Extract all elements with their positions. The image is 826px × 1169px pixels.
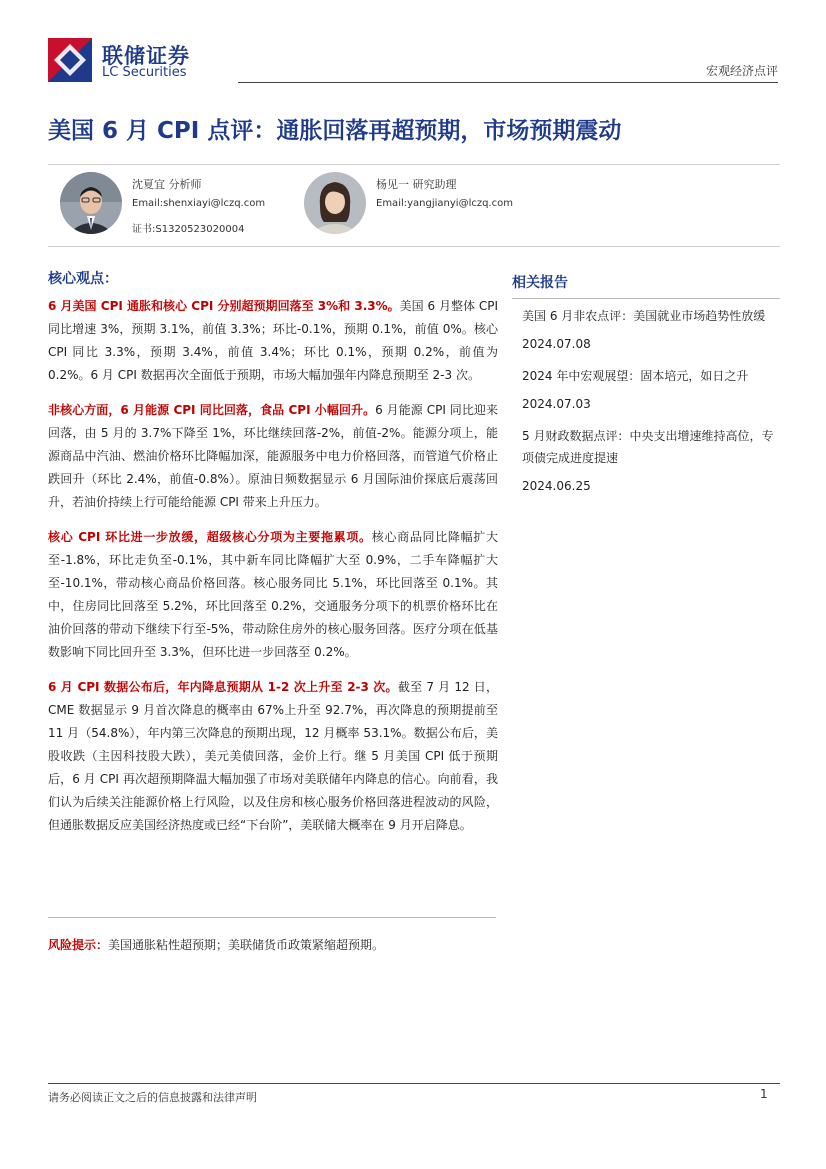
page-number: 1 [760,1087,768,1101]
paragraph-body: 6 月能源 CPI 同比迎来回落，由 5 月的 3.7%下降至 1%，环比继续回落-2%，前值-2%。能源分项上，能源商品中汽油、燃油价格环比降幅加深，能源服务中电力价格回落，而管道气价格止跌回升（环比 2.4%，前值-0.8%）。原油日频数据显示 6 月国际油价探底后震荡回升，若油价持续上行可能给能源 CPI 带来上升压力。 [48,403,499,509]
avatar [60,172,122,234]
assistant-photo-icon [304,172,366,234]
brand-name-en: LC Securities [102,65,187,80]
analyst-email: Email:yangjianyi@lczq.com [376,198,513,209]
core-paragraph [48,295,498,387]
analyst-name: 杨见一 研究助理 [376,178,457,191]
core-views-section [48,268,498,849]
avatar [304,172,366,234]
related-report-date: 2024.07.08 [522,337,591,351]
brand-name-cn: 联储证券 [102,44,190,68]
risk-warning [48,936,384,953]
risk-divider [48,917,496,918]
footer-divider [48,1083,780,1084]
related-report-link[interactable]: 美国 6 月非农点评：美国就业市场趋势性放缓 [522,309,766,323]
analyst-certificate: 证书:S1320523020004 [132,224,245,235]
related-report-date: 2024.07.03 [522,397,591,411]
core-paragraph [48,676,498,837]
paragraph-lead: 6 月美国 CPI 通胀和核心 CPI 分别超预期回落至 3%和 3.3%。 [48,299,400,313]
report-category: 宏观经济点评 [705,64,778,78]
paragraph-body: 截至 7 月 12 日，CME 数据显示 9 月首次降息的概率由 67%上升至 92.7%，再次降息的预期提前至 11 月（54.8%），年内第三次降息的预期出现，12 月概率 53.1%。数据公布后，美股收跌（主因科技股大跌），美元美债回落，金价上行。继 5 月美国 CPI 低于预期后，6 月 CPI 再次超预期降温大幅加强了市场对美联储年内降息的信心。向前看，我们认为后续关注能源价格上行风险，以及住房和核心服务价格回落进程波动的风险，但通胀数据反应美国经济热度或已经“下台阶”，美联储大概率在 9 月开启降息。 [48,680,498,832]
header-divider [238,82,778,83]
analyst-card [304,172,564,236]
analyst-name: 沈夏宜 分析师 [132,178,202,191]
risk-text: 美国通胀粘性超预期；美联储货币政策紧缩超预期。 [108,938,385,952]
lc-securities-logo-icon [48,38,92,82]
analyst-divider [48,246,780,247]
report-title: 美国 6 月 CPI 点评：通胀回落再超预期，市场预期震动 [48,118,622,144]
related-reports-heading: 相关报告 [512,275,568,291]
analyst-photo-icon [60,172,122,234]
related-report-link[interactable]: 2024 年中宏观展望：固本培元，如日之升 [522,369,749,383]
core-paragraph [48,399,498,514]
page-header [48,38,778,84]
paragraph-lead: 6 月 CPI 数据公布后，年内降息预期从 1-2 次上升至 2-3 次。 [48,680,398,694]
related-divider [512,298,780,299]
analyst-card [60,172,320,236]
related-report-link[interactable]: 5 月财政数据点评：中央支出增速维持高位，专项债完成进度提速 [522,429,774,465]
footer-disclaimer: 请务必阅读正文之后的信息披露和法律声明 [48,1091,257,1104]
core-paragraph [48,526,498,664]
paragraph-lead: 非核心方面，6 月能源 CPI 同比回落，食品 CPI 小幅回升。 [48,403,376,417]
related-report-date: 2024.06.25 [522,479,591,493]
title-divider [48,164,780,165]
paragraph-body: 核心商品同比降幅扩大至-1.8%，环比走负至-0.1%，其中新车同比降幅扩大至 0.9%，二手车降幅扩大至-10.1%，带动核心商品价格回落。核心服务同比 5.1%，环比回落至 0.1%。其中，住房同比回落至 5.2%，环比回落至 0.2%，交通服务分项下的机票价格环比在油价回落的带动下继续下行至-5%，带动除住房外的核心服务回落。医疗分项在低基数影响下同比回升至 3.3%，但环比进一步回落至 0.2%。 [48,530,498,659]
core-views-heading: 核心观点： [48,271,118,287]
paragraph-lead: 核心 CPI 环比进一步放缓，超级核心分项为主要拖累项。 [48,530,372,544]
paragraph-body: 美国 6 月整体 CPI 同比增速 3%，预期 3.1%，前值 3.3%；环比-0.1%，预期 0.1%，前值 0%。核心 CPI 同比 3.3%，预期 3.4%，前值 3.4%；环比 0.1%，预期 0.2%，前值为 0.2%。6 月 CPI 数据再次全面低于预期，市场大幅加强年内降息预期至 2-3 次。 [48,299,498,382]
related-reports-section [512,272,780,507]
analyst-email: Email:shenxiayi@lczq.com [132,198,266,209]
risk-label: 风险提示： [48,938,109,952]
